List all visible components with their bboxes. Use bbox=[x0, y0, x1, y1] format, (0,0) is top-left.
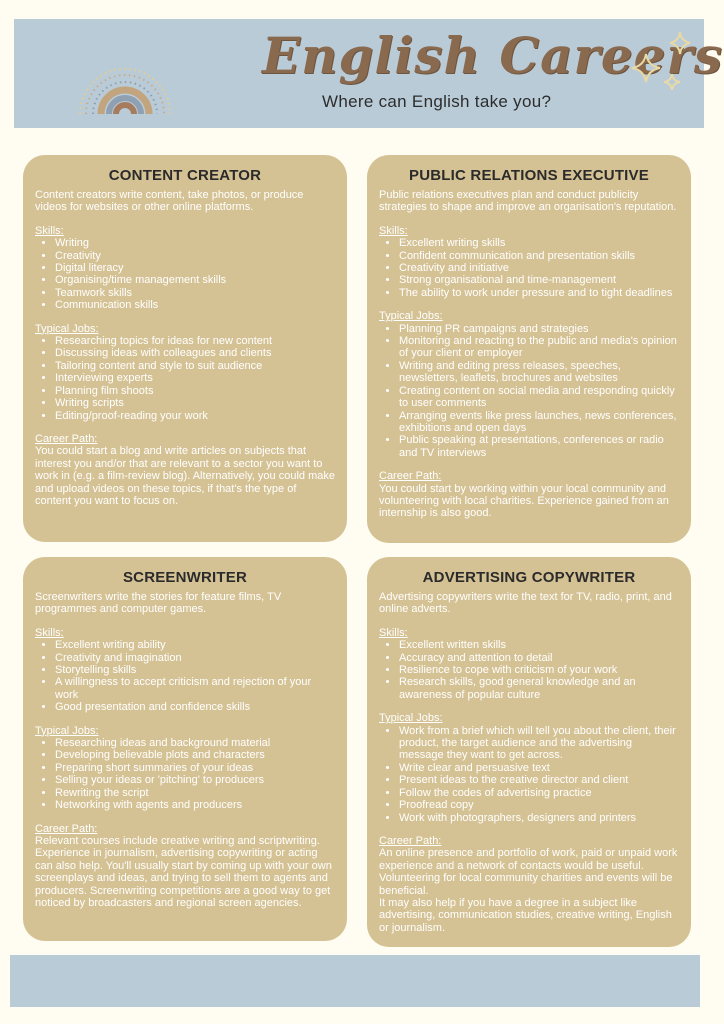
list-item: • Public speaking at presentations, conferences or radio and TV interviews bbox=[399, 434, 679, 459]
skills-label: Skills: bbox=[35, 626, 64, 639]
list-item: • Creativity and imagination bbox=[55, 652, 335, 664]
career-path-label: Career Path: bbox=[35, 432, 98, 445]
list-item: • Planning PR campaigns and strategies bbox=[399, 323, 679, 335]
list-item: • Write clear and persuasive text bbox=[399, 762, 679, 774]
list-item: • Researching ideas and background material bbox=[55, 737, 335, 749]
list-item: • Communication skills bbox=[55, 299, 335, 311]
skills-label: Skills: bbox=[35, 224, 64, 237]
list-item: • Preparing short summaries of your ideas bbox=[55, 762, 335, 774]
list-item: • Writing scripts bbox=[55, 397, 335, 409]
jobs-label: Typical Jobs: bbox=[379, 712, 443, 725]
card-content-creator bbox=[23, 155, 347, 542]
list-item: • Confident communication and presentation skills bbox=[399, 250, 679, 262]
jobs-list bbox=[35, 737, 335, 811]
list-item: • Writing and editing press releases, speeches, newsletters, leaflets, brochures and websites bbox=[399, 360, 679, 385]
list-item: • Follow the codes of advertising practice bbox=[399, 787, 679, 799]
list-item: • Creativity bbox=[55, 250, 335, 262]
list-item: • Proofread copy bbox=[399, 799, 679, 811]
career-path-label: Career Path: bbox=[35, 822, 98, 835]
card-advertising-copywriter bbox=[367, 557, 691, 947]
skills-list bbox=[379, 639, 679, 701]
sparkle-icon bbox=[624, 26, 700, 98]
card-intro: Screenwriters write the stories for feature films, TV programmes and computer games. bbox=[35, 591, 282, 616]
list-item: • Accuracy and attention to detail bbox=[399, 652, 679, 664]
career-path-text: You could start by working within your local community and volunteering with local charities. Experience gained from an internship is also good. bbox=[379, 482, 669, 520]
list-item: • Arranging events like press launches, news conferences, exhibitions and open days bbox=[399, 410, 679, 435]
list-item: • Tailoring content and style to suit audience bbox=[55, 360, 335, 372]
list-item: • Selling your ideas or 'pitching' to producers bbox=[55, 774, 335, 786]
list-item: • Resilience to cope with criticism of your work bbox=[399, 664, 679, 676]
list-item: • Work with photographers, designers and printers bbox=[399, 812, 679, 824]
list-item: • Creating content on social media and responding quickly to user comments bbox=[399, 385, 679, 410]
list-item: • Organising/time management skills bbox=[55, 274, 335, 286]
skills-list bbox=[379, 237, 679, 299]
list-item: • Networking with agents and producers bbox=[55, 799, 335, 811]
skills-label: Skills: bbox=[379, 626, 408, 639]
list-item: • Excellent written skills bbox=[399, 639, 679, 651]
footer-band bbox=[10, 955, 700, 1007]
career-path-label: Career Path: bbox=[379, 834, 442, 847]
card-intro: Public relations executives plan and conduct publicity strategies to shape and improve an organisation's reputation. bbox=[379, 189, 677, 214]
career-path-text: You could start a blog and write articles on subjects that interest you and/or that are relevant to a sector you want to work in (e.g. a film-review blog). Alternatively, you could make and upload videos on these topics, if that's the type of content you want to focus on. bbox=[35, 445, 335, 507]
list-item: • Planning film shoots bbox=[55, 385, 335, 397]
list-item: • Present ideas to the creative director and client bbox=[399, 774, 679, 786]
list-item: • Work from a brief which will tell you about the client, their product, the target audience and the advertising message they want to get across. bbox=[399, 725, 679, 762]
jobs-label: Typical Jobs: bbox=[35, 322, 99, 335]
list-item: • Excellent writing ability bbox=[55, 639, 335, 651]
page-subtitle: Where can English take you? bbox=[322, 92, 552, 111]
list-item: • Rewriting the script bbox=[55, 787, 335, 799]
career-path-text: Relevant courses include creative writing and scriptwriting. Experience in journalism, advertising copywriting or acting can also help. You'll usually start by coming up with your own screenplays and ideas, and trying to sell them to agents and producers. Screenwriting competitions are a good way to get noticed by broadcasters and regional screen agencies. bbox=[35, 834, 332, 909]
list-item: • Digital literacy bbox=[55, 262, 335, 274]
career-path-label: Career Path: bbox=[379, 470, 442, 483]
page-title: English Careers bbox=[262, 26, 723, 85]
card-public-relations-executive bbox=[367, 155, 691, 543]
list-item: • The ability to work under pressure and to tight deadlines bbox=[399, 287, 679, 299]
list-item: • Strong organisational and time-management bbox=[399, 274, 679, 286]
list-item: • Good presentation and confidence skills bbox=[55, 701, 335, 713]
list-item: • Monitoring and reacting to the public and media's opinion of your client or employer bbox=[399, 335, 679, 360]
career-path-text: An online presence and portfolio of work, paid or unpaid work experience and a network of contacts would be useful. Volunteering for local community charities and events will be beneficial. It may also help if you have a degree in a subject like advertising, communication studies, creative writing, English or journalism. bbox=[379, 847, 678, 934]
skills-list bbox=[35, 639, 335, 713]
list-item: • Interviewing experts bbox=[55, 372, 335, 384]
list-item: • A willingness to accept criticism and rejection of your work bbox=[55, 676, 335, 701]
list-item: • Discussing ideas with colleagues and clients bbox=[55, 347, 335, 359]
card-title: ADVERTISING COPYWRITER bbox=[422, 569, 636, 586]
list-item: • Researching topics for ideas for new content bbox=[55, 335, 335, 347]
card-title: CONTENT CREATOR bbox=[108, 167, 262, 184]
jobs-label: Typical Jobs: bbox=[35, 724, 99, 737]
list-item: • Editing/proof-reading your work bbox=[55, 410, 335, 422]
card-screenwriter bbox=[23, 557, 347, 941]
list-item: • Research skills, good general knowledge and an awareness of popular culture bbox=[399, 676, 679, 701]
card-intro: Content creators write content, take photos, or produce videos for websites or other online platforms. bbox=[35, 189, 304, 214]
jobs-label: Typical Jobs: bbox=[379, 310, 443, 323]
jobs-list bbox=[379, 725, 679, 824]
skills-list bbox=[35, 237, 335, 311]
jobs-list bbox=[379, 323, 679, 459]
list-item: • Developing believable plots and characters bbox=[55, 749, 335, 761]
rainbow-icon bbox=[70, 26, 180, 116]
list-item: • Writing bbox=[55, 237, 335, 249]
card-title: PUBLIC RELATIONS EXECUTIVE bbox=[409, 167, 649, 184]
card-intro: Advertising copywriters write the text for TV, radio, print, and online adverts. bbox=[379, 591, 672, 616]
skills-label: Skills: bbox=[379, 224, 408, 237]
list-item: • Teamwork skills bbox=[55, 287, 335, 299]
list-item: • Creativity and initiative bbox=[399, 262, 679, 274]
list-item: • Storytelling skills bbox=[55, 664, 335, 676]
list-item: • Excellent writing skills bbox=[399, 237, 679, 249]
jobs-list bbox=[35, 335, 335, 422]
card-title: SCREENWRITER bbox=[122, 569, 248, 586]
